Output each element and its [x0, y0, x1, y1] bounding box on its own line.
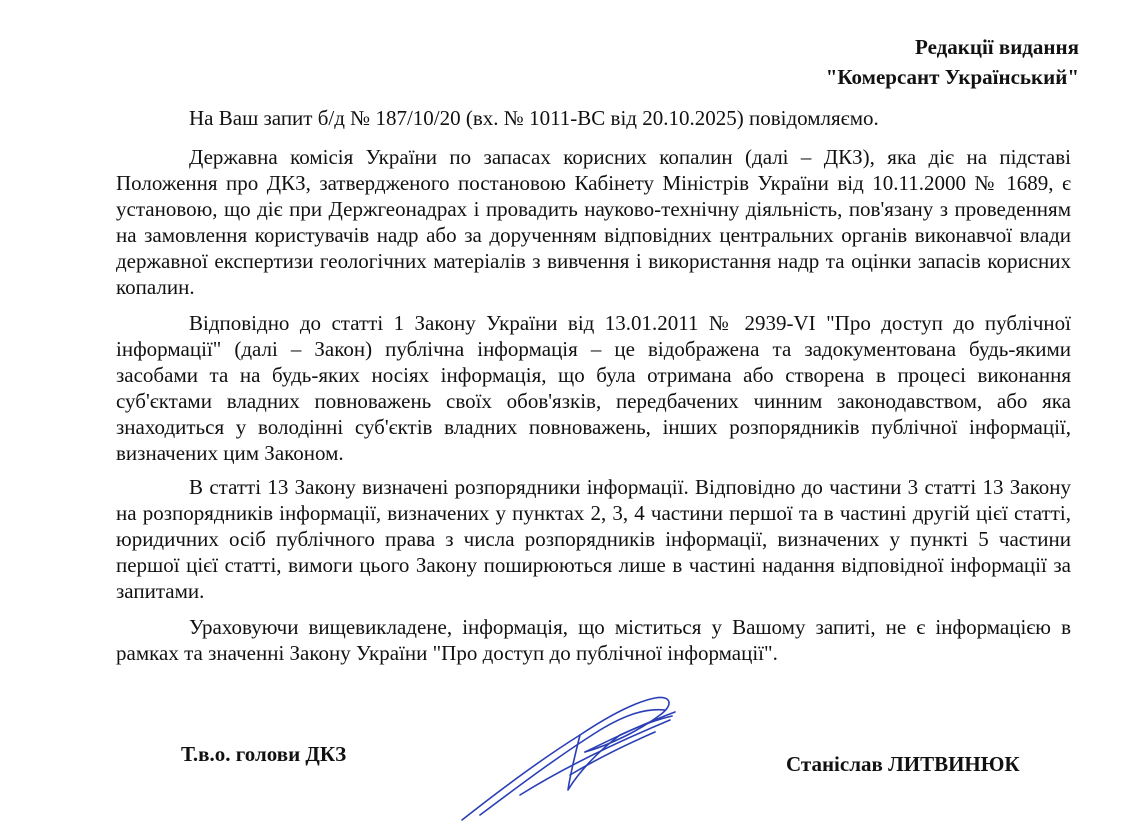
addressee-line-1: Редакції видання — [915, 35, 1079, 59]
paragraph-law-definition: Відповідно до статті 1 Закону України від 13.01.2011 № 2939-VI "Про доступ до публічної інформації" (далі – Закон) публічна інформація – це відображена та задокументована будь-якими засобами та на будь-яких носіях інформація, що була отримана або створена в процесі виконання суб'єктами владних повноважень своїх обов'язків, передбачених чинним законодавством, або яка знаходиться у володінні суб'єктів владних повноважень, інших розпорядників публічної інформації, визначених цим Законом. — [116, 311, 1071, 465]
letter-body — [116, 105, 1071, 674]
signatory-name: Станіслав ЛИТВИНЮК — [786, 752, 1020, 776]
paragraph-conclusion: Ураховуючи вищевикладене, інформація, що міститься у Вашому запиті, не є інформацією в рамках та значенні Закону України "Про доступ до публічної інформації". — [116, 615, 1071, 665]
paragraph-dkz: Державна комісія України по запасах корисних копалин (далі – ДКЗ), яка діє на підставі Положення про ДКЗ, затвердженого постановою Кабінету Міністрів України від 10.11.2000 № 1689, є установою, що діє при Держгеонадрах і провадить науково-технічну діяльність, пов'язану з проведенням на замовлення користувачів надр або за дорученням відповідних центральних органів виконавчої влади державної експертизи геологічних матеріалів з вивчення і використання надр та оцінки запасів корисних копалин. — [116, 145, 1071, 299]
paragraph-article-13: В статті 13 Закону визначені розпорядники інформації. Відповідно до частини 3 статті 13 Закону на розпорядників інформації, визначених у пунктах 2, 3, 4 частини першої та в частині другій цієї статті, юридичних осіб публічного права з числа розпорядників інформації, визначених у пункті 5 частини першої цієї статті, вимоги цього Закону поширюються лише в частині надання відповідної інформації за запитами. — [116, 475, 1071, 603]
handwritten-signature — [460, 690, 700, 825]
addressee-block — [826, 32, 1079, 92]
signatory-role: Т.в.о. голови ДКЗ — [181, 742, 347, 766]
paragraph-request: На Ваш запит б/д № 187/10/20 (вх. № 1011-ВС від 20.10.2025) повідомляємо. — [189, 106, 879, 130]
addressee-line-2: "Комерсант Український" — [825, 65, 1079, 89]
